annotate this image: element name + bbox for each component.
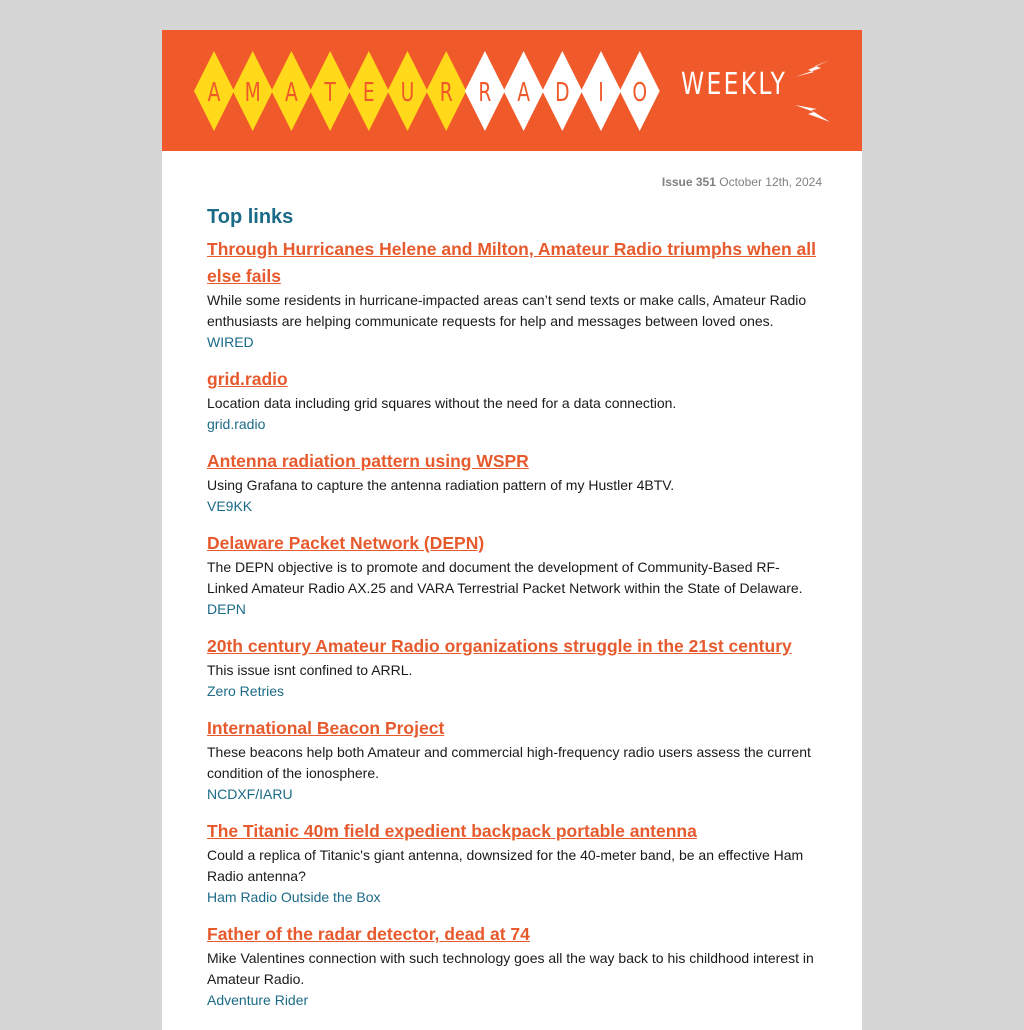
weekly-label: WEEKLY: [681, 67, 788, 102]
link-source[interactable]: WIRED: [207, 334, 254, 350]
link-item: [207, 530, 817, 620]
link-description: Mike Valentines connection with such technology goes all the way back to his childhood interest in Amateur Radio.: [207, 950, 814, 987]
link-title[interactable]: The Titanic 40m field expedient backpack portable antenna: [207, 821, 697, 841]
link-item: [207, 236, 817, 353]
link-title[interactable]: International Beacon Project: [207, 718, 445, 738]
link-description: This issue isnt confined to ARRL.: [207, 662, 413, 678]
link-description: The DEPN objective is to promote and document the development of Community-Based RF-Linked Amateur Radio AX.25 and VARA Terrestrial Packet Network within the State of Delaware.: [207, 559, 803, 596]
logo-letter: I: [598, 78, 604, 108]
link-item: [207, 818, 817, 908]
link-source[interactable]: Zero Retries: [207, 683, 285, 699]
link-source[interactable]: Adventure Rider: [207, 992, 309, 1008]
section-title-top-links: Top links: [207, 206, 294, 228]
logo-letter: A: [284, 78, 298, 108]
link-item: [207, 366, 817, 435]
logo-letter: O: [632, 78, 648, 108]
link-title[interactable]: grid.radio: [207, 369, 288, 389]
logo-letter: E: [362, 78, 375, 108]
logo-letter: R: [478, 78, 492, 108]
issue-date: October 12th, 2024: [719, 175, 822, 189]
logo-letter: A: [517, 78, 531, 108]
link-title[interactable]: Father of the radar detector, dead at 74: [207, 924, 530, 944]
logo-letter: T: [324, 78, 336, 108]
main-content: [207, 204, 817, 1024]
link-description: Using Grafana to capture the antenna radiation pattern of my Hustler 4BTV.: [207, 477, 675, 493]
link-item: [207, 715, 817, 805]
link-item: [207, 921, 817, 1011]
link-source[interactable]: Ham Radio Outside the Box: [207, 889, 381, 905]
issue-info: [662, 175, 822, 189]
logo-letter: U: [400, 78, 415, 108]
link-source[interactable]: NCDXF/IARU: [207, 786, 293, 802]
link-item: [207, 448, 817, 517]
link-title[interactable]: Antenna radiation pattern using WSPR: [207, 451, 529, 471]
header-banner: [162, 30, 862, 151]
link-source[interactable]: grid.radio: [207, 416, 266, 432]
lightning-bolt-icon: [795, 60, 830, 77]
link-title[interactable]: Through Hurricanes Helene and Milton, Amateur Radio triumphs when all else fails: [207, 239, 817, 286]
link-source[interactable]: VE9KK: [207, 498, 253, 514]
link-description: Location data including grid squares without the need for a data connection.: [207, 395, 677, 411]
link-item: [207, 633, 817, 702]
link-source[interactable]: DEPN: [207, 601, 246, 617]
link-description: Could a replica of Titanic's giant antenna, downsized for the 40-meter band, be an effective Ham Radio antenna?: [207, 847, 804, 884]
logo-letter: A: [207, 78, 221, 108]
link-description: These beacons help both Amateur and commercial high-frequency radio users assess the current condition of the ionosphere.: [207, 744, 811, 781]
link-title[interactable]: Delaware Packet Network (DEPN): [207, 533, 485, 553]
link-title[interactable]: 20th century Amateur Radio organizations struggle in the 21st century: [207, 636, 792, 656]
logo-letter: R: [439, 78, 453, 108]
logo-letter: M: [244, 78, 261, 108]
issue-number: Issue 351: [661, 175, 716, 189]
lightning-bolt-icon: [795, 105, 830, 122]
newsletter-page: [162, 30, 862, 1030]
link-description: While some residents in hurricane-impacted areas can’t send texts or make calls, Amateur Radio enthusiasts are helping communicate requests for help and messages between loved ones.: [207, 292, 807, 329]
logo-letter: D: [555, 78, 570, 108]
